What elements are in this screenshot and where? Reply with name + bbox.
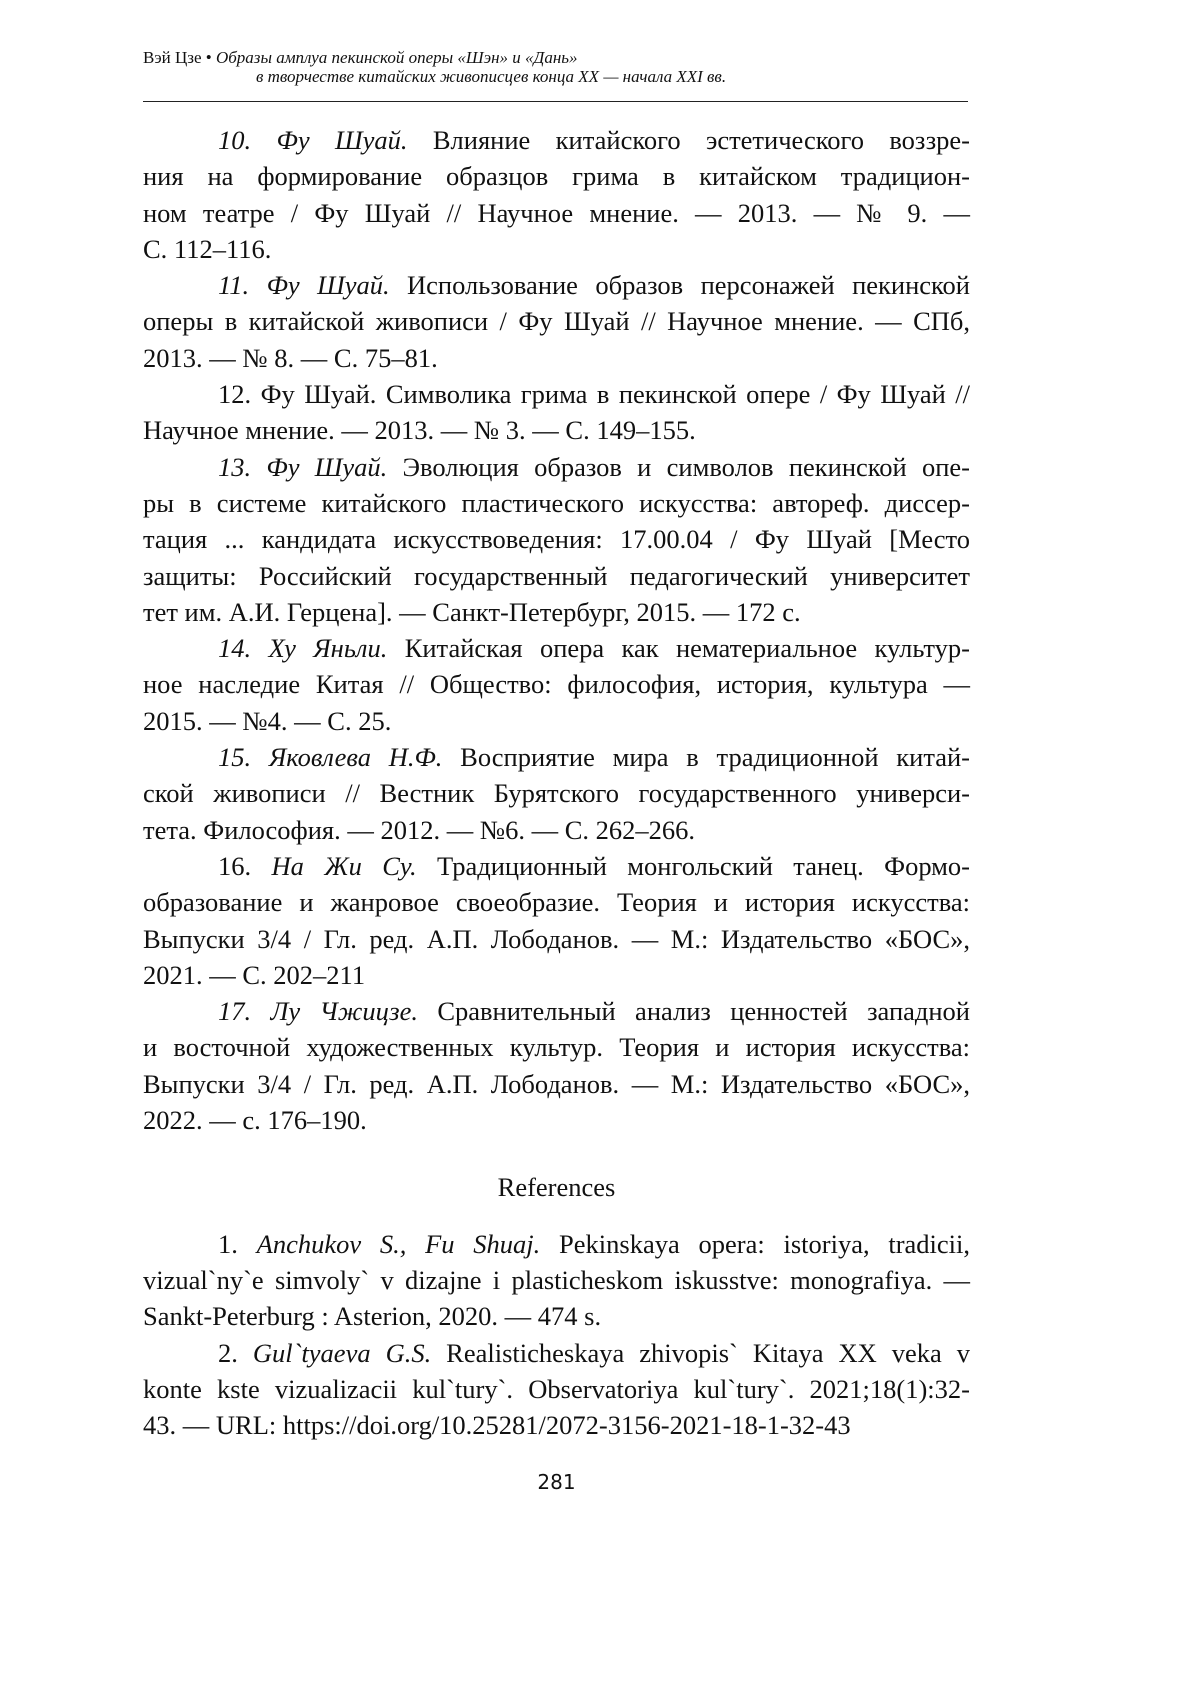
entry-line bbox=[143, 485, 970, 521]
entry-line bbox=[143, 1102, 970, 1138]
entry-text: 43. — URL: https://doi.org/10.25281/2072-3156-2021-18-1-32-43 bbox=[143, 1410, 851, 1441]
bibliography-entry bbox=[143, 848, 970, 993]
entry-line bbox=[143, 848, 970, 884]
entry-text: 2022. — с. 176–190. bbox=[143, 1105, 367, 1136]
entry-text: Влияние китайского эстетического воззре- bbox=[407, 125, 970, 155]
entry-line bbox=[143, 449, 970, 485]
entry-line bbox=[143, 666, 970, 702]
entry-author: 10. Фу Шуай. bbox=[218, 125, 408, 155]
header-bullet: • bbox=[205, 48, 212, 67]
bibliography-entry bbox=[143, 993, 970, 1138]
entry-text: Сравнительный анализ ценностей западной bbox=[417, 996, 970, 1027]
entry-line bbox=[143, 993, 970, 1029]
entry-text: Pekinskaya opera: istoriya, tradicii, bbox=[540, 1228, 971, 1259]
entry-line bbox=[143, 1335, 970, 1371]
references-list bbox=[143, 1226, 970, 1444]
entry-text: Использование образов персонажей пекинской bbox=[389, 270, 970, 301]
running-header bbox=[143, 48, 968, 86]
bibliography-list bbox=[143, 122, 970, 1138]
entry-text: тет им. А.И. Герцена]. — Санкт-Петербург, 2015. — 172 с. bbox=[143, 596, 801, 627]
entry-line bbox=[143, 521, 970, 557]
entry-author: Gul`tyaeva G.S. bbox=[252, 1337, 432, 1368]
entry-line bbox=[143, 376, 970, 412]
entry-text: ской живописи // Вестник Бурятского государственного универси- bbox=[143, 778, 970, 809]
entry-text: Научное мнение. — 2013. — № 3. — С. 149–155. bbox=[143, 415, 696, 446]
entry-text: 2021. — С. 202–211 bbox=[143, 959, 366, 990]
header-rule bbox=[143, 101, 968, 102]
entry-text: 12. Фу Шуай. Символика грима в пекинской опере / Фу Шуай // bbox=[218, 379, 970, 410]
entry-text: ное наследие Китая // Общество: философия, история, культура — bbox=[143, 669, 970, 700]
entry-line bbox=[143, 884, 970, 920]
entry-line bbox=[143, 921, 970, 957]
entry-text: образование и жанровое своеобразие. Теория и история искусства: bbox=[143, 887, 970, 918]
bibliography-entry bbox=[143, 449, 970, 630]
entry-line bbox=[143, 1066, 970, 1102]
entry-author: 14. Ху Яньли. bbox=[218, 633, 388, 664]
entry-line bbox=[143, 1407, 970, 1443]
entry-line bbox=[143, 1226, 970, 1262]
entry-line bbox=[143, 630, 970, 666]
entry-text: С. 112–116. bbox=[143, 233, 272, 264]
entry-text: Эволюция образов и символов пекинской опе- bbox=[387, 451, 971, 482]
entry-line bbox=[143, 1262, 970, 1298]
entry-text: Realisticheskaya zhivopis` Kitaya XX veka v bbox=[431, 1337, 970, 1368]
entry-text: 2. bbox=[218, 1337, 253, 1368]
entry-text: 16. bbox=[218, 850, 272, 881]
entry-line bbox=[143, 594, 970, 630]
entry-line bbox=[143, 412, 970, 448]
entry-text: и восточной художественных культур. Теория и история искусства: bbox=[143, 1032, 970, 1063]
entry-line bbox=[143, 957, 970, 993]
entry-line bbox=[143, 122, 970, 158]
entry-line bbox=[143, 703, 970, 739]
entry-text: Выпуски 3/4 / Гл. ред. А.П. Лободанов. — М.: Издательство «БОС», bbox=[143, 1068, 970, 1099]
entry-author: На Жи Су. bbox=[271, 850, 417, 881]
entry-text: vizual`ny`e simvoly` v dizajne i plasticheskom iskusstve: monografiya. — bbox=[143, 1264, 970, 1295]
entry-line bbox=[143, 1371, 970, 1407]
header-title-line1: Образы амплуа пекинской оперы «Шэн» и «Дань» bbox=[215, 48, 578, 67]
entry-line bbox=[143, 739, 970, 775]
reference-entry bbox=[143, 1335, 970, 1444]
entry-text: тация ... кандидата искусствоведения: 17.00.04 / Фу Шуай [Место bbox=[143, 524, 970, 555]
entry-text: ном театре / Фу Шуай // Научное мнение. — 2013. — № 9. — bbox=[143, 197, 970, 228]
bibliography-entry bbox=[143, 122, 970, 267]
entry-line bbox=[143, 195, 970, 231]
entry-line bbox=[143, 1029, 970, 1065]
header-title-line2: в творчестве китайских живописцев конца XX — начала XXI вв. bbox=[256, 67, 727, 86]
entry-text: 2015. — №4. — С. 25. bbox=[143, 705, 392, 736]
entry-line bbox=[143, 775, 970, 811]
entry-author: Anchukov S., Fu Shuaj. bbox=[256, 1228, 541, 1259]
entry-author: 11. Фу Шуай. bbox=[218, 270, 390, 301]
reference-entry bbox=[143, 1226, 970, 1335]
entry-line bbox=[143, 340, 970, 376]
entry-text: тета. Философия. — 2012. — №6. — С. 262–266. bbox=[143, 814, 696, 845]
page-body bbox=[143, 122, 970, 1443]
bibliography-entry bbox=[143, 376, 970, 449]
entry-text: 2013. — № 8. — С. 75–81. bbox=[143, 342, 438, 373]
entry-line bbox=[143, 558, 970, 594]
page-number: 281 bbox=[537, 1470, 576, 1494]
header-author: Вэй Цзе bbox=[143, 48, 202, 67]
entry-text: Традиционный монгольский танец. Формо- bbox=[416, 850, 971, 881]
entry-line bbox=[143, 303, 970, 339]
references-heading: References bbox=[497, 1172, 616, 1203]
entry-text: оперы в китайской живописи / Фу Шуай // Научное мнение. — СПб, bbox=[143, 306, 970, 337]
entry-text: ры в системе китайского пластического искусства: автореф. диссер- bbox=[143, 487, 970, 518]
entry-line bbox=[143, 812, 970, 848]
entry-text: 1. bbox=[218, 1228, 257, 1259]
entry-line bbox=[143, 1298, 970, 1334]
entry-line bbox=[143, 158, 970, 194]
entry-author: 17. Лу Чжицзе. bbox=[218, 996, 418, 1027]
entry-text: Восприятие мира в традиционной китай- bbox=[442, 742, 970, 773]
entry-text: konte kste vizualizacii kul`tury`. Observatoriya kul`tury`. 2021;18(1):32- bbox=[143, 1373, 970, 1404]
entry-author: 15. Яковлева Н.Ф. bbox=[218, 742, 443, 773]
entry-text: защиты: Российский государственный педагогический университет bbox=[143, 560, 970, 591]
bibliography-entry bbox=[143, 267, 970, 376]
entry-text: Sankt-Peterburg : Asterion, 2020. — 474 s. bbox=[143, 1301, 602, 1332]
entry-line bbox=[143, 231, 970, 267]
bibliography-entry bbox=[143, 630, 970, 739]
entry-author: 13. Фу Шуай. bbox=[218, 451, 388, 482]
bibliography-entry bbox=[143, 739, 970, 848]
entry-text: Выпуски 3/4 / Гл. ред. А.П. Лободанов. — М.: Издательство «БОС», bbox=[143, 923, 970, 954]
entry-text: Китайская опера как нематериальное культур- bbox=[387, 633, 970, 664]
entry-text: ния на формирование образцов грима в китайском традицион- bbox=[143, 161, 970, 192]
entry-line bbox=[143, 267, 970, 303]
